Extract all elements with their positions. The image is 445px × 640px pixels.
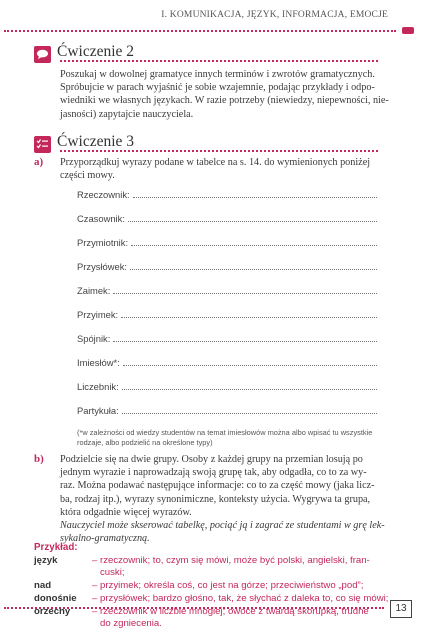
example-heading: Przykład: [34, 542, 78, 553]
page-number: 13 [390, 600, 412, 618]
teacher-note-line: Nauczyciel może skserować tabelkę, pociąć ją i zagrać ze studentami w grę lek- [60, 520, 385, 532]
field-przymiotnik[interactable] [77, 236, 377, 248]
field-zaimek[interactable] [77, 284, 377, 296]
example-definition [92, 606, 392, 631]
exercise-2-line: jasności) zapytajcie nauczyciela. [60, 108, 194, 120]
part-b-line: jednym wyrazie i naprowadzają swoją grupę tak, aby odgadła, co to za wy- [60, 467, 367, 479]
field-partykula[interactable] [77, 404, 377, 416]
example-row-jezyk [34, 555, 394, 581]
dotted-answer-line [128, 221, 377, 222]
part-b-line: która odgadnie więcej wyrazów. [60, 506, 192, 518]
dotted-answer-line [130, 269, 377, 270]
part-a-instructions [60, 156, 390, 182]
dotted-answer-line [133, 197, 377, 198]
field-przyimek[interactable] [77, 308, 377, 320]
example-row-donosnie [34, 593, 394, 606]
field-imieslow[interactable] [77, 356, 377, 368]
header-tab-marker [402, 27, 414, 34]
part-b-line: ba, rodzaj itp.), wyrazy synonimiczne, konteksty użycia. Wygrywa ta grupa, [60, 493, 371, 505]
example-definition [92, 593, 392, 605]
field-label: Przymiotnik: [77, 237, 129, 248]
part-a-label: a) [34, 156, 44, 168]
field-liczebnik[interactable] [77, 380, 377, 392]
teacher-note [60, 519, 392, 545]
example-word: donośnie [34, 593, 77, 604]
dotted-answer-line [113, 341, 377, 342]
field-label: Zaimek: [77, 285, 111, 296]
field-czasownik[interactable] [77, 212, 377, 224]
part-b-label: b) [34, 453, 44, 465]
exercise-2-title-rule [60, 60, 378, 62]
part-a-line: części mowy. [60, 170, 115, 182]
chapter-header: I. KOMUNIKACJA, JĘZYK, INFORMACJA, EMOCJE [161, 10, 388, 20]
definition-line: – przysłówek; bardzo głośno, tak, że słychać z daleka to, co się mówi; [92, 593, 389, 604]
field-label: Przysłówek: [77, 261, 128, 272]
teacher-note-line: sykalno-gramatyczną. [60, 533, 150, 545]
exercise-2-title: Ćwiczenie 2 [57, 43, 135, 60]
definition-line: – rzeczownik w liczbie mnogiej; owoce z twardą skorupką, trudne [92, 606, 369, 617]
example-row-nad [34, 580, 394, 593]
checklist-icon [34, 136, 51, 153]
definition-line: cuski; [100, 567, 125, 579]
example-word: język [34, 555, 58, 566]
exercise-2-line: Spróbujcie w parach wyjaśnić je sobie wzajemnie, podając przykłady i odpo- [60, 82, 375, 94]
example-row-orzechy [34, 606, 394, 632]
example-word: nad [34, 580, 52, 591]
exercise-3-title-rule [60, 150, 378, 152]
definition-line: – rzeczownik; to, czym się mówi, może być polski, angielski, fran- [92, 555, 370, 566]
field-rzeczownik[interactable] [77, 188, 377, 200]
footer-dotted-rule [4, 607, 384, 609]
part-b-line: Podzielcie się na dwie grupy. Osoby z każdej grupy na przemian losują po [60, 454, 363, 465]
dotted-answer-line [131, 245, 377, 246]
dotted-answer-line [113, 293, 377, 294]
field-label: Rzeczownik: [77, 189, 130, 200]
field-label: Liczebnik: [77, 381, 119, 392]
dotted-answer-line [122, 389, 377, 390]
field-label: Partykuła: [77, 405, 119, 416]
exercise-2-instructions [60, 68, 390, 121]
example-definition [92, 555, 392, 580]
field-przyslowek[interactable] [77, 260, 377, 272]
part-b-instructions [60, 453, 392, 545]
field-spojnik[interactable] [77, 332, 377, 344]
definition-line: do zgniecenia. [100, 618, 162, 630]
field-label: Czasownik: [77, 213, 125, 224]
header-dotted-rule [4, 30, 396, 32]
part-a-line: Przyporządkuj wyrazy podane w tabelce na s. 14. do wymienionych poniżej [60, 157, 371, 168]
footnote-line: rodzaje, albo podzielić na określone typy) [77, 438, 213, 447]
field-label: Spójnik: [77, 333, 111, 344]
field-label: Imiesłów*: [77, 357, 120, 368]
example-word: orzechy [34, 606, 71, 617]
dotted-answer-line [121, 317, 377, 318]
part-b-line: raz. Można podawać następujące informacje: co to za część mowy (jaka licz- [60, 480, 375, 492]
footnote-line: (*w zależności od wiedzy studentów na temat imiesłowów można albo wpisać tu wszystkie [77, 428, 373, 437]
exercise-2-line: wiedniki we własnych językach. W razie potrzeby (niewiedzy, niepewności, nie- [60, 95, 389, 107]
field-label: Przyimek: [77, 309, 119, 320]
exercise-3-title: Ćwiczenie 3 [57, 133, 135, 150]
definition-line: – przyimek; określa coś, co jest na górze; przeciwieństwo „pod”; [92, 580, 364, 591]
dotted-answer-line [122, 413, 377, 414]
exercise-2-line: Poszukaj w dowolnej gramatyce innych terminów i zwrotów gramatycznych. [60, 69, 375, 80]
footnote-imieslow [77, 428, 397, 448]
example-definition [92, 580, 392, 592]
dotted-answer-line [123, 365, 377, 366]
chat-bubble-icon [34, 46, 51, 63]
